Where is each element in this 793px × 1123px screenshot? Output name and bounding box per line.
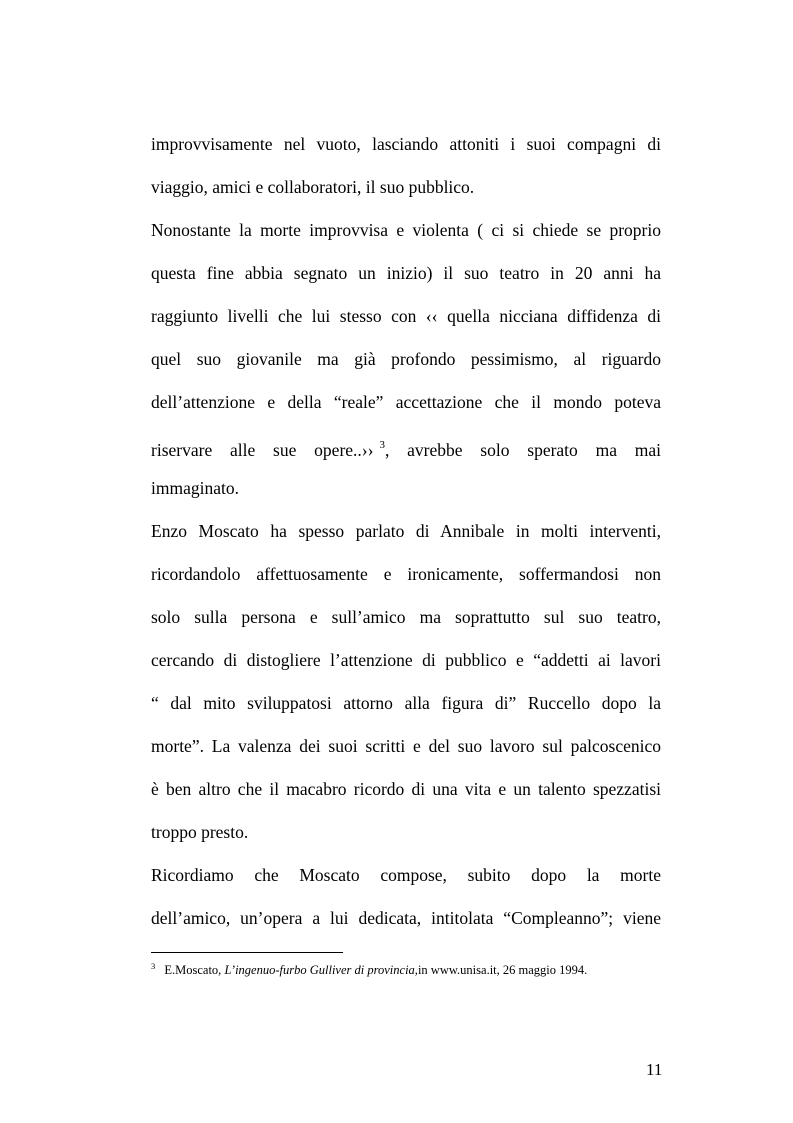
body-line-17: troppo presto. (151, 822, 249, 842)
body-line-18: Ricordiamo che Moscato compose, subito dopo la morte (151, 865, 661, 885)
body-line-6: quel suo giovanile ma già profondo pessimismo, al riguardo (151, 349, 661, 369)
footnote-author: E.Moscato, (161, 963, 225, 977)
footnote (151, 958, 587, 978)
body-line-1: improvvisamente nel vuoto, lasciando attoniti i suoi compagni di (151, 134, 661, 154)
body-line-8 (151, 434, 661, 461)
body-line-5: raggiunto livelli che lui stesso con ‹‹ quella nicciana diffidenza di (151, 306, 661, 326)
body-line-11: ricordandolo affettuosamente e ironicamente, soffermandosi non (151, 564, 661, 584)
body-line-16: è ben altro che il macabro ricordo di una vita e un talento spezzatisi (151, 779, 661, 799)
footnote-title: L’ingenuo-furbo Gulliver di provincia, (224, 963, 418, 977)
body-line-14: “ dal mito sviluppatosi attorno alla figura di” Ruccello dopo la (151, 693, 661, 713)
body-line-15: morte”. La valenza dei suoi scritti e del suo lavoro sul palcoscenico (151, 736, 661, 756)
footnote-source: in www.unisa.it, 26 maggio 1994. (417, 963, 588, 977)
body-line-8-start: riservare alle sue opere..›› (151, 440, 374, 460)
footnote-number: 3 (151, 961, 156, 971)
body-line-4: questa fine abbia segnato un inizio) il suo teatro in 20 anni ha (151, 263, 661, 283)
footnote-reference[interactable]: 3 (379, 439, 385, 451)
body-line-2: viaggio, amici e collaboratori, il suo pubblico. (151, 177, 475, 197)
body-line-19: dell’amico, un’opera a lui dedicata, intitolata “Compleanno”; viene (151, 908, 661, 928)
body-line-7: dell’attenzione e della “reale” accettazione che il mondo poteva (151, 392, 661, 412)
footnote-separator (151, 952, 343, 953)
page-number: 11 (646, 1060, 663, 1079)
body-line-8-end: , avrebbe solo sperato ma mai (384, 440, 662, 460)
body-line-10: Enzo Moscato ha spesso parlato di Annibale in molti interventi, (151, 521, 661, 541)
body-line-12: solo sulla persona e sull’amico ma soprattutto sul suo teatro, (151, 607, 661, 627)
body-line-3: Nonostante la morte improvvisa e violenta ( ci si chiede se proprio (151, 220, 661, 240)
body-line-9: immaginato. (151, 478, 239, 498)
body-line-13: cercando di distogliere l’attenzione di pubblico e “addetti ai lavori (151, 650, 661, 670)
